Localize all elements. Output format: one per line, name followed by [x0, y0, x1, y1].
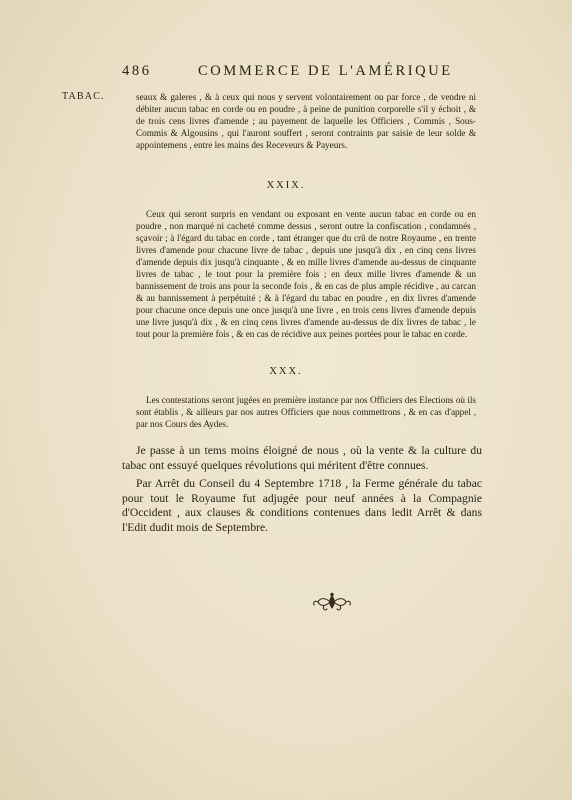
margin-note: TABAC.	[62, 91, 105, 102]
article-xxix	[136, 208, 476, 340]
article-xxx	[136, 394, 476, 430]
running-title: COMMERCE DE L'AMÉRIQUE	[198, 63, 453, 79]
closing-paragraph-2: Par Arrêt du Conseil du 4 Septembre 1718 , la Ferme générale du tabac pour tout le Royaume fut adjugée pour neuf années à la Compagnie d'Occident , aux clauses & conditions contenues dans ledit Arrêt & dans l'Edit dudit mois de Septembre.	[122, 477, 482, 534]
article-xxix-text: Ceux qui seront surpris en vendant ou exposant en vente aucun tabac en corde ou en poudre , non marqué ni cacheté comme dessus , seront outre la confiscation , condamnés , sçavoir ; à l'égard du tabac en corde , tant étranger que du crû de notre Royaume , en trente livres d'amende pour chacune livre de tabac , depuis une jusqu'à dix , en cinq cens livres d'amende depuis dix jusqu'à cinquante , & en mille livres d'amende au-dessus de cinquante livres de tabac , le tout pour la première fois ; en deux mille livres d'amende & un bannissement de trois ans pour la seconde fois , & en cas de plus ample récidive , au carcan & au bannissement à perpétuité ; & à l'égard du tabac en poudre , en dix livres d'amende pour chacune once depuis une once jusqu'à une livre , en trois cens livres d'amende depuis une livre jusqu'à dix , & en cinq cens livres d'amende au-dessus de dix livres de tabac , le tout pour la première fois , & en cas de récidive aux peines portées pour le tabac en corde.	[136, 209, 476, 339]
closing-section	[122, 444, 482, 539]
closing-paragraph-1: Je passe à un tems moins éloigné de nous , où la vente & la culture du tabac ont essuyé quelques révolutions qui méritent d'être connues.	[122, 444, 482, 472]
article-heading-xxix: XXIX.	[266, 180, 306, 191]
article-heading-xxx: XXX.	[269, 366, 303, 377]
page-number: 486	[122, 63, 152, 79]
floral-tailpiece-ornament	[312, 592, 352, 612]
article-xxx-text: Les contestations seront jugées en première instance par nos Officiers des Elections où ils sont établis , & ailleurs par nos autres Officiers que nous commettrons , & en cas d'appel , par nos Cours des Aydes.	[136, 395, 476, 429]
intro-paragraph	[136, 91, 476, 151]
intro-paragraph-text: seaux & galeres , & à ceux qui nous y servent volontairement ou par force , de vendre ni débiter aucun tabac en corde ou en poudre , à peine de punition corporelle s'il y échoit , & de trois cens livres d'amende ; au payement de laquelle les Officiers , Commis , Sous-Commis & Algousins , qui l'auront souffert , seront contraints par saisie de leur solde & appointemens , entre les mains des Receveurs & Payeurs.	[136, 92, 476, 150]
